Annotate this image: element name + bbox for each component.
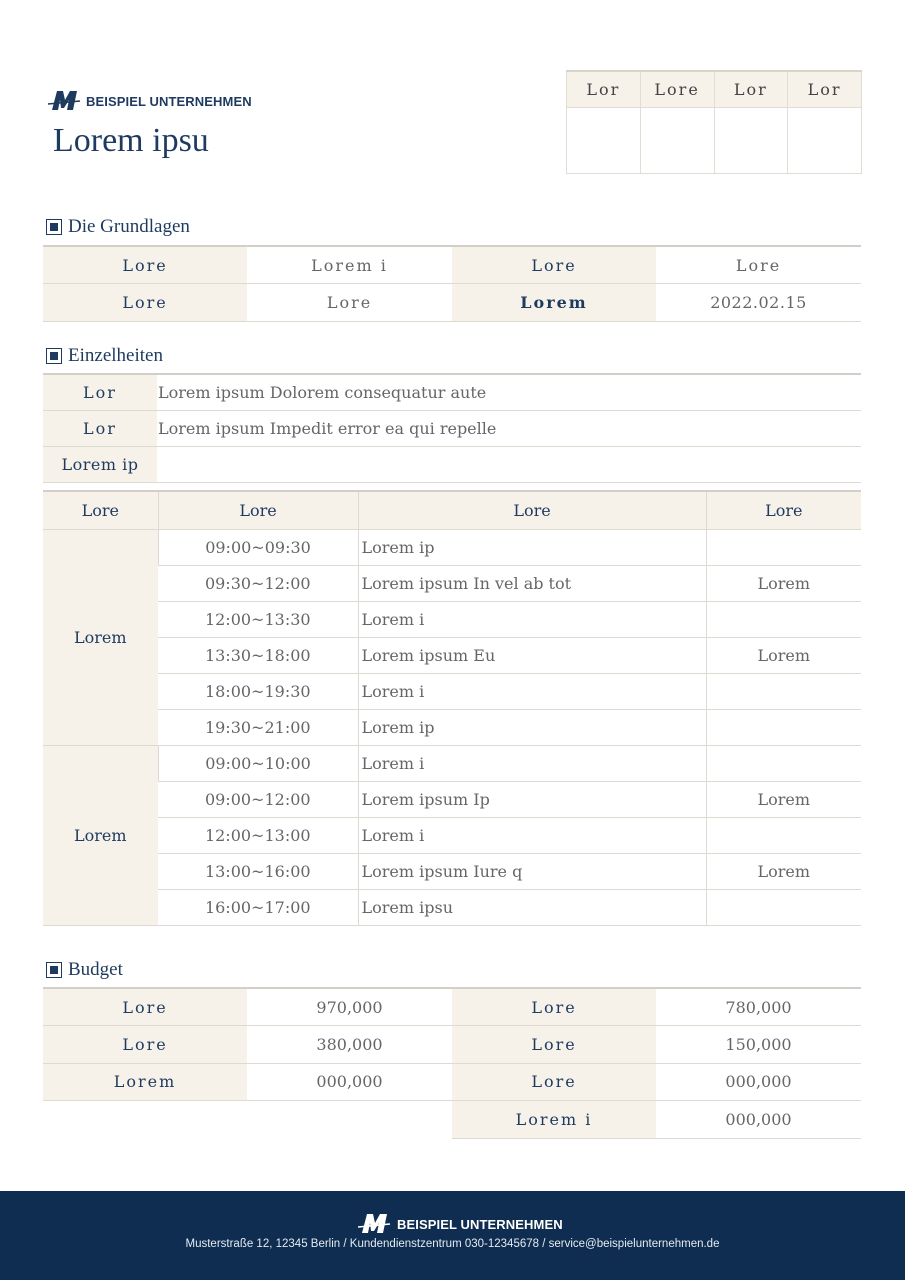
table-row — [43, 284, 861, 322]
time-cell: 09:00~10:00 — [158, 745, 358, 781]
table-row — [43, 1063, 861, 1101]
note-cell — [706, 745, 861, 781]
page-footer — [0, 1191, 905, 1280]
section-title: Einzelheiten — [68, 345, 163, 366]
table-row — [43, 817, 861, 853]
note-cell: Lorem — [706, 853, 861, 889]
budget-total-value: 000,000 — [656, 1101, 861, 1139]
table-row — [43, 673, 861, 709]
field-value: Lore — [247, 284, 452, 322]
note-cell: Lorem — [706, 781, 861, 817]
description-cell: Lorem ip — [358, 529, 706, 565]
company-name: BEISPIEL UNTERNEHMEN — [86, 93, 252, 109]
field-value: Lore — [656, 246, 861, 284]
field-label: Lor — [43, 374, 157, 410]
section-details-heading — [46, 345, 163, 367]
stamp-header: Lor — [788, 71, 862, 107]
budget-value: 150,000 — [656, 1026, 861, 1064]
time-cell: 13:30~18:00 — [158, 637, 358, 673]
logo-icon — [358, 1211, 392, 1237]
description-cell: Lorem ipsum Ip — [358, 781, 706, 817]
time-cell: 12:00~13:00 — [158, 817, 358, 853]
description-cell: Lorem i — [358, 673, 706, 709]
table-row — [43, 1026, 861, 1064]
table-row — [43, 988, 861, 1026]
company-logo — [48, 88, 252, 114]
section-title: Budget — [68, 959, 123, 980]
field-label: Lorem — [452, 284, 656, 322]
budget-value: 000,000 — [656, 1063, 861, 1101]
approval-stamp-table — [566, 70, 862, 174]
stamp-header: Lor — [714, 71, 788, 107]
table-row — [43, 565, 861, 601]
description-cell: Lorem i — [358, 817, 706, 853]
budget-label: Lorem — [43, 1063, 247, 1101]
budget-label: Lore — [452, 1063, 656, 1101]
table-row — [43, 529, 861, 565]
field-value — [157, 446, 861, 482]
section-bullet-icon — [46, 348, 62, 364]
note-cell: Lorem — [706, 637, 861, 673]
stamp-header: Lore — [640, 71, 714, 107]
column-header: Lore — [706, 491, 861, 529]
budget-value: 780,000 — [656, 988, 861, 1026]
note-cell — [706, 817, 861, 853]
table-row — [43, 374, 861, 410]
note-cell: Lorem — [706, 565, 861, 601]
field-value: Lorem ipsum Dolorem consequatur aute — [157, 374, 861, 410]
section-bullet-icon — [46, 219, 62, 235]
budget-table — [43, 987, 861, 1139]
description-cell: Lorem ipsum Eu — [358, 637, 706, 673]
field-label: Lore — [452, 246, 656, 284]
field-label: Lor — [43, 410, 157, 446]
field-label: Lorem ip — [43, 446, 157, 482]
note-cell — [706, 529, 861, 565]
stamp-header: Lor — [567, 71, 641, 107]
budget-label: Lore — [43, 1026, 247, 1064]
time-cell: 12:00~13:30 — [158, 601, 358, 637]
field-label: Lore — [43, 284, 247, 322]
time-cell: 19:30~21:00 — [158, 709, 358, 745]
budget-label: Lore — [43, 988, 247, 1026]
column-header: Lore — [358, 491, 706, 529]
description-cell: Lorem ipsu — [358, 889, 706, 925]
stamp-cell — [788, 107, 862, 173]
time-cell: 09:30~12:00 — [158, 565, 358, 601]
field-value: Lorem ipsum Impedit error ea qui repelle — [157, 410, 861, 446]
table-row — [43, 889, 861, 925]
details-table — [43, 373, 861, 483]
table-row — [43, 410, 861, 446]
description-cell: Lorem ipsum In vel ab tot — [358, 565, 706, 601]
table-row — [43, 246, 861, 284]
table-header-row — [43, 491, 861, 529]
column-header: Lore — [158, 491, 358, 529]
description-cell: Lorem i — [358, 601, 706, 637]
description-cell: Lorem i — [358, 745, 706, 781]
empty-cell — [43, 1101, 247, 1139]
table-row — [43, 637, 861, 673]
budget-total-label: Lorem i — [452, 1101, 656, 1139]
time-cell: 16:00~17:00 — [158, 889, 358, 925]
group-label: Lorem — [43, 529, 158, 745]
note-cell — [706, 601, 861, 637]
footer-company-name: BEISPIEL UNTERNEHMEN — [397, 1216, 563, 1232]
budget-label: Lore — [452, 1026, 656, 1064]
table-row — [43, 781, 861, 817]
stamp-cell — [567, 107, 641, 173]
basics-table — [43, 245, 861, 322]
date-value: 2022.02.15 — [656, 284, 861, 322]
section-title: Die Grundlagen — [68, 216, 190, 237]
note-cell — [706, 673, 861, 709]
time-cell: 18:00~19:30 — [158, 673, 358, 709]
budget-label: Lore — [452, 988, 656, 1026]
section-basics-heading — [46, 216, 190, 238]
schedule-table — [43, 490, 861, 926]
field-value: Lorem i — [247, 246, 452, 284]
stamp-cell — [714, 107, 788, 173]
field-label: Lore — [43, 246, 247, 284]
table-row — [43, 1101, 861, 1139]
note-cell — [706, 889, 861, 925]
page-title: Lorem ipsu — [53, 122, 209, 159]
table-row — [43, 745, 861, 781]
description-cell: Lorem ipsum Iure q — [358, 853, 706, 889]
empty-cell — [247, 1101, 452, 1139]
budget-value: 380,000 — [247, 1026, 452, 1064]
time-cell: 13:00~16:00 — [158, 853, 358, 889]
time-cell: 09:00~12:00 — [158, 781, 358, 817]
table-row — [43, 601, 861, 637]
table-row — [43, 853, 861, 889]
section-bullet-icon — [46, 962, 62, 978]
budget-value: 970,000 — [247, 988, 452, 1026]
footer-contact-info: Musterstraße 12, 12345 Berlin / Kundendienstzentrum 030-12345678 / service@beispielunternehmen.de — [185, 1238, 720, 1250]
table-row — [43, 446, 861, 482]
column-header: Lore — [43, 491, 158, 529]
logo-icon — [48, 88, 82, 114]
time-cell: 09:00~09:30 — [158, 529, 358, 565]
stamp-cell — [640, 107, 714, 173]
group-label: Lorem — [43, 745, 158, 925]
section-budget-heading — [46, 959, 123, 981]
note-cell — [706, 709, 861, 745]
budget-value: 000,000 — [247, 1063, 452, 1101]
description-cell: Lorem ip — [358, 709, 706, 745]
footer-logo — [358, 1211, 563, 1237]
table-row — [43, 709, 861, 745]
